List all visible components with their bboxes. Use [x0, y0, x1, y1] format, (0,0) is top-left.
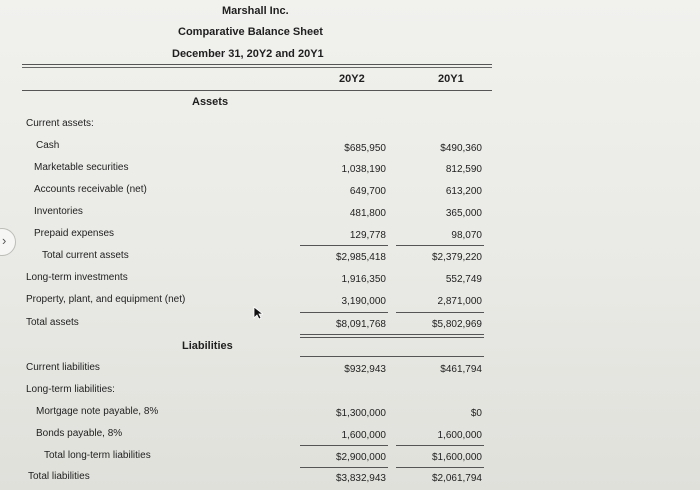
total-assets-20y2: $8,091,768 — [335, 319, 386, 330]
mortgage-note-20y2: $1,300,000 — [335, 408, 386, 419]
row-label-mortgage-note: Mortgage note payable, 8% — [36, 406, 159, 417]
total-assets-double-rule-a — [300, 334, 484, 335]
row-label-prepaid-expenses: Prepaid expenses — [34, 228, 115, 239]
header-rule-top — [22, 64, 492, 65]
liabilities-heading: Liabilities — [182, 340, 233, 352]
prepaid-expenses-20y2: 129,778 — [349, 230, 386, 241]
row-label-inventories: Inventories — [34, 206, 83, 217]
total-liabilities-rule-20y1 — [396, 467, 484, 468]
long-term-subtotal-rule-20y2 — [300, 445, 388, 446]
total-assets-20y1: $5,802,969 — [431, 319, 482, 330]
current-liabilities-20y2: $932,943 — [344, 364, 386, 375]
current-assets-label: Current assets: — [26, 118, 94, 129]
mortgage-note-20y1: $0 — [470, 408, 482, 419]
total-liabilities-20y2: $3,832,943 — [335, 473, 386, 484]
row-label-bonds-payable: Bonds payable, 8% — [36, 428, 123, 439]
column-header-20y2: 20Y2 — [339, 73, 365, 85]
total-long-term-liabilities-20y1: $1,600,000 — [431, 452, 482, 463]
row-label-long-term-investments: Long-term investments — [26, 272, 128, 283]
total-current-assets-20y2: $2,985,418 — [335, 252, 386, 263]
expand-panel-button[interactable] — [0, 228, 16, 256]
row-label-property-plant-equipment: Property, plant, and equipment (net) — [26, 294, 186, 305]
prepaid-expenses-20y1: 98,070 — [451, 230, 482, 241]
marketable-securities-20y1: 812,590 — [445, 164, 482, 175]
bonds-payable-20y1: 1,600,000 — [437, 430, 482, 441]
total-current-assets-20y1: $2,379,220 — [431, 252, 482, 263]
row-label-total-long-term-liabilities: Total long-term liabilities — [44, 450, 151, 461]
subtotal-rule-20y1 — [396, 245, 484, 246]
row-label-long-term-liabilities: Long-term liabilities: — [26, 384, 115, 395]
chevron-right-icon: › — [2, 233, 7, 248]
subtotal-rule-20y2 — [300, 245, 388, 246]
row-label-total-liabilities: Total liabilities — [28, 471, 90, 482]
header-rule-top-2 — [22, 67, 492, 68]
total-liabilities-rule-20y2 — [300, 467, 388, 468]
column-header-20y1: 20Y1 — [438, 73, 464, 85]
total-assets-double-rule-b — [300, 337, 484, 338]
total-long-term-liabilities-20y2: $2,900,000 — [335, 452, 386, 463]
property-plant-equipment-20y1: 2,871,000 — [437, 296, 482, 307]
long-term-investments-20y2: 1,916,350 — [341, 274, 386, 285]
row-label-current-liabilities: Current liabilities — [26, 362, 100, 373]
liabilities-rule — [300, 356, 484, 357]
accounts-receivable-20y1: 613,200 — [445, 186, 482, 197]
statement-title: Comparative Balance Sheet — [178, 26, 323, 38]
statement-date: December 31, 20Y2 and 20Y1 — [172, 48, 324, 60]
mouse-cursor-icon — [253, 306, 263, 320]
property-plant-equipment-20y2: 3,190,000 — [341, 296, 386, 307]
marketable-securities-20y2: 1,038,190 — [341, 164, 386, 175]
current-liabilities-20y1: $461,794 — [440, 364, 482, 375]
cash-20y1: $490,360 — [440, 143, 482, 154]
bonds-payable-20y2: 1,600,000 — [341, 430, 386, 441]
inventories-20y1: 365,000 — [445, 208, 482, 219]
row-label-marketable-securities: Marketable securities — [34, 162, 129, 173]
long-term-investments-20y1: 552,749 — [445, 274, 482, 285]
total-liabilities-20y1: $2,061,794 — [431, 473, 482, 484]
long-term-subtotal-rule-20y1 — [396, 445, 484, 446]
column-header-rule — [22, 90, 492, 91]
accounts-receivable-20y2: 649,700 — [349, 186, 386, 197]
total-assets-rule-20y1 — [396, 312, 484, 313]
row-label-accounts-receivable: Accounts receivable (net) — [34, 184, 147, 195]
company-name: Marshall Inc. — [222, 5, 289, 17]
row-label-total-current-assets: Total current assets — [42, 250, 129, 261]
cash-20y2: $685,950 — [344, 143, 386, 154]
inventories-20y2: 481,800 — [349, 208, 386, 219]
assets-heading: Assets — [192, 96, 229, 108]
total-assets-rule-20y2 — [300, 312, 388, 313]
row-label-cash: Cash — [36, 140, 60, 151]
row-label-total-assets: Total assets — [26, 317, 79, 328]
